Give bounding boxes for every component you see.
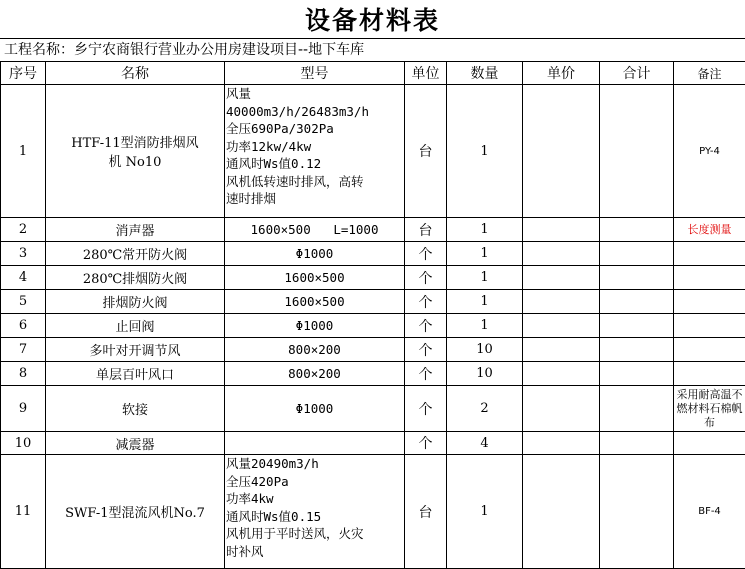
- row-no: 9: [1, 386, 46, 432]
- model-line: 800×200: [225, 366, 404, 381]
- row-qty: 1: [447, 290, 523, 314]
- row-model: [225, 290, 405, 314]
- row-note: [674, 455, 745, 569]
- header-price: 单价: [523, 62, 600, 85]
- header-qty: 数量: [447, 62, 523, 85]
- row-note: [674, 266, 745, 290]
- table-row: [1, 455, 745, 569]
- table-row: [1, 362, 745, 386]
- row-note: [674, 386, 745, 432]
- row-price: [523, 242, 600, 266]
- model-line: 风机用于平时送风，火灾: [226, 525, 404, 543]
- row-unit: 个: [405, 386, 447, 432]
- row-qty: 1: [447, 218, 523, 242]
- row-note: [674, 432, 745, 455]
- row-qty: 2: [447, 386, 523, 432]
- row-model: [225, 432, 405, 455]
- model-line: Φ1000: [225, 318, 404, 333]
- row-note: [674, 338, 745, 362]
- row-price: [523, 266, 600, 290]
- row-total: [600, 362, 674, 386]
- row-model: [225, 85, 405, 218]
- header-name: 名称: [46, 62, 225, 85]
- row-total: [600, 266, 674, 290]
- document-title: 设备材料表: [0, 0, 745, 38]
- model-line: 功率12kw/4kw: [226, 138, 404, 156]
- row-qty: 1: [447, 266, 523, 290]
- row-qty: 4: [447, 432, 523, 455]
- row-no: 2: [1, 218, 46, 242]
- row-model: [225, 242, 405, 266]
- model-line: 通风时Ws值0.15: [226, 508, 404, 526]
- row-total: [600, 290, 674, 314]
- model-line: 风量20490m3/h: [226, 455, 404, 473]
- row-price: [523, 386, 600, 432]
- model-line: 1600×500: [225, 270, 404, 285]
- row-qty: 1: [447, 242, 523, 266]
- table-row: [1, 85, 745, 218]
- row-name: 280℃排烟防火阀: [46, 266, 225, 290]
- row-note: [674, 218, 745, 242]
- model-line: 风量: [226, 85, 404, 103]
- row-no: 1: [1, 85, 46, 218]
- row-model: [225, 218, 405, 242]
- row-no: 11: [1, 455, 46, 569]
- header-row: [1, 62, 745, 85]
- row-unit: 个: [405, 338, 447, 362]
- row-total: [600, 85, 674, 218]
- row-no: 3: [1, 242, 46, 266]
- model-line: 全压420Pa: [226, 473, 404, 491]
- row-unit: 个: [405, 314, 447, 338]
- model-line: 通风时Ws值0.12: [226, 155, 404, 173]
- row-no: 6: [1, 314, 46, 338]
- table-row: [1, 314, 745, 338]
- table-row: [1, 242, 745, 266]
- header-no: 序号: [1, 62, 46, 85]
- model-line: 时补风: [226, 543, 404, 561]
- row-note: [674, 290, 745, 314]
- row-unit: 台: [405, 455, 447, 569]
- row-total: [600, 386, 674, 432]
- row-qty: 1: [447, 85, 523, 218]
- row-unit: 个: [405, 362, 447, 386]
- row-price: [523, 290, 600, 314]
- row-name: SWF-1型混流风机No.7: [46, 455, 225, 569]
- model-line: 功率4kw: [226, 490, 404, 508]
- model-line: 800×200: [225, 342, 404, 357]
- header-model: 型号: [225, 62, 405, 85]
- table-row: [1, 432, 745, 455]
- row-name: 多叶对开调节风: [46, 338, 225, 362]
- row-no: 10: [1, 432, 46, 455]
- model-line: 速时排烟: [226, 190, 404, 208]
- model-line: Φ1000: [225, 246, 404, 261]
- note-text: 长度测量: [688, 223, 732, 236]
- row-price: [523, 362, 600, 386]
- row-qty: 10: [447, 338, 523, 362]
- table-row: [1, 386, 745, 432]
- row-no: 5: [1, 290, 46, 314]
- row-model: [225, 386, 405, 432]
- header-unit: 单位: [405, 62, 447, 85]
- row-total: [600, 242, 674, 266]
- row-no: 4: [1, 266, 46, 290]
- row-model: [225, 338, 405, 362]
- model-line: 1600×500: [225, 294, 404, 309]
- row-unit: 个: [405, 432, 447, 455]
- row-price: [523, 314, 600, 338]
- row-model: [225, 266, 405, 290]
- row-no: 8: [1, 362, 46, 386]
- row-no: 7: [1, 338, 46, 362]
- row-total: [600, 432, 674, 455]
- row-unit: 个: [405, 290, 447, 314]
- row-model: [225, 314, 405, 338]
- header-total: 合计: [600, 62, 674, 85]
- row-name: 280℃常开防火阀: [46, 242, 225, 266]
- row-name: 软接: [46, 386, 225, 432]
- model-line: 风机低转速时排风，高转: [226, 173, 404, 191]
- row-model: [225, 455, 405, 569]
- row-name: 减震器: [46, 432, 225, 455]
- table-row: [1, 218, 745, 242]
- row-name: 消声器: [46, 218, 225, 242]
- row-total: [600, 455, 674, 569]
- row-unit: 台: [405, 85, 447, 218]
- row-price: [523, 85, 600, 218]
- row-qty: 1: [447, 455, 523, 569]
- row-unit: 个: [405, 266, 447, 290]
- note-text: PY-4: [699, 146, 720, 157]
- model-line: 全压690Pa/302Pa: [226, 120, 404, 138]
- model-line: 1600×500 L=1000: [225, 222, 404, 237]
- row-price: [523, 432, 600, 455]
- row-note: [674, 362, 745, 386]
- row-qty: 1: [447, 314, 523, 338]
- row-model: [225, 362, 405, 386]
- model-line: 40000m3/h/26483m3/h: [226, 103, 404, 121]
- note-text: BF-4: [698, 506, 721, 517]
- row-total: [600, 314, 674, 338]
- row-price: [523, 455, 600, 569]
- project-name: 工程名称：乡宁农商银行营业办公用房建设项目--地下车库: [0, 38, 745, 60]
- row-name: 止回阀: [46, 314, 225, 338]
- row-total: [600, 338, 674, 362]
- table-row: [1, 290, 745, 314]
- row-qty: 10: [447, 362, 523, 386]
- row-unit: 个: [405, 242, 447, 266]
- model-line: Φ1000: [225, 401, 404, 416]
- row-unit: 台: [405, 218, 447, 242]
- row-name: 单层百叶风口: [46, 362, 225, 386]
- row-note: [674, 242, 745, 266]
- row-total: [600, 218, 674, 242]
- row-price: [523, 338, 600, 362]
- row-name: 排烟防火阀: [46, 290, 225, 314]
- table-row: [1, 338, 745, 362]
- row-note: [674, 85, 745, 218]
- table-row: [1, 266, 745, 290]
- row-name: HTF-11型消防排烟风机 No10: [46, 85, 225, 218]
- row-note: [674, 314, 745, 338]
- note-text: 采用耐高温不燃材料石棉帆布: [677, 388, 743, 429]
- row-price: [523, 218, 600, 242]
- header-note: 备注: [674, 62, 745, 85]
- equipment-table: [0, 61, 745, 569]
